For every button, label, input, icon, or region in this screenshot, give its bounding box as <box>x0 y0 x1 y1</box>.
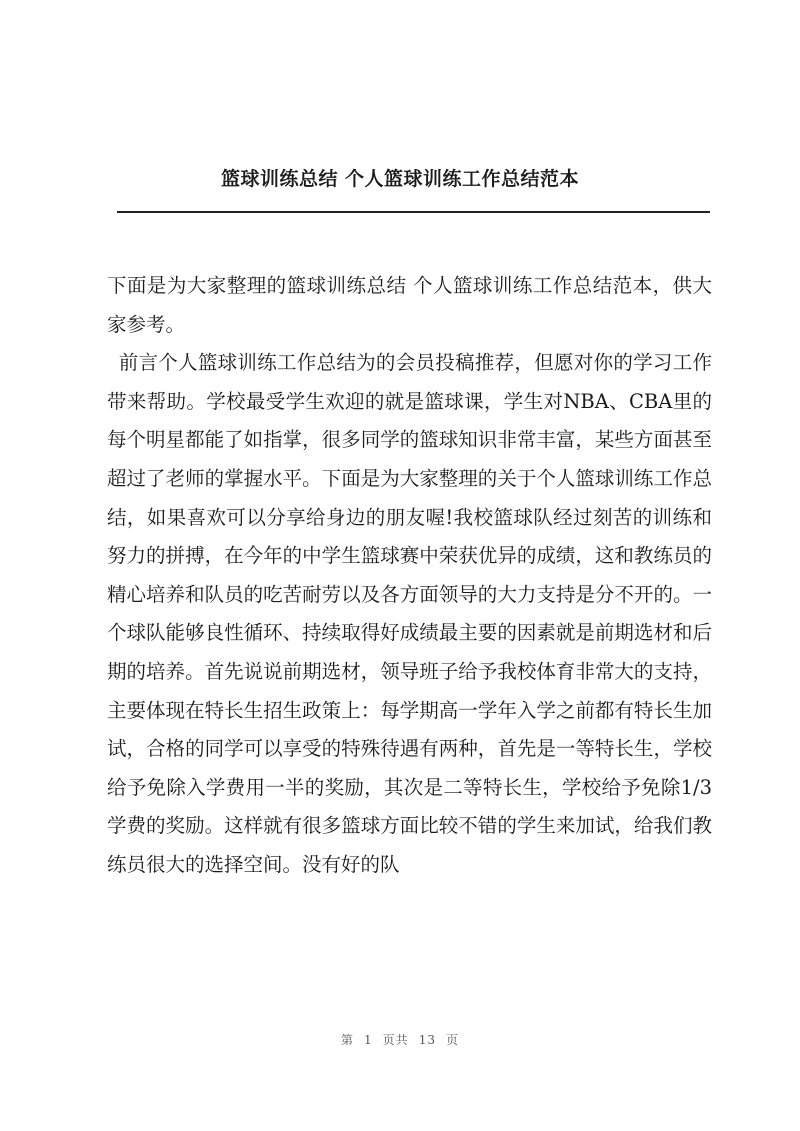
document-title: 篮球训练总结 个人篮球训练工作总结范本 <box>220 168 580 190</box>
document-body <box>107 267 712 885</box>
main-paragraph: 前言个人篮球训练工作总结为的会员投稿推荐，但愿对你的学习工作带来帮助。学校最受学生欢迎的就是篮球课，学生对NBA、CBA里的每个明星都能了如指掌，很多同学的篮球知识非常丰富，某些方面甚至超过了老师的掌握水平。下面是为大家整理的关于个人篮球训练工作总结，如果喜欢可以分享给身边的朋友喔!我校篮球队经过刻苦的训练和努力的拼搏，在今年的中学生篮球赛中荣获优异的成绩，这和教练员的精心培养和队员的吃苦耐劳以及各方面领导的大力支持是分不开的。一个球队能够良性循环、持续取得好成绩最主要的因素就是前期选材和后期的培养。首先说说前期选材，领导班子给予我校体育非常大的支持，主要体现在特长生招生政策上：每学期高一学年入学之前都有特长生加试，合格的同学可以享受的特殊待遇有两种，首先是一等特长生，学校给予免除入学费用一半的奖励，其次是二等特长生，学校给予免除1/3学费的奖励。这样就有很多篮球方面比较不错的学生来加试，给我们教练员很大的选择空间。没有好的队 <box>107 351 712 876</box>
footer-page-number: 1 <box>364 1033 373 1047</box>
footer-prefix: 第 <box>341 1033 355 1047</box>
page-footer <box>0 1031 800 1048</box>
footer-suffix: 页 <box>445 1033 459 1047</box>
intro-paragraph: 下面是为大家整理的篮球训练总结 个人篮球训练工作总结范本，供大家参考。 <box>107 274 712 336</box>
footer-mid: 页共 <box>382 1033 409 1047</box>
title-divider <box>117 211 710 213</box>
footer-page-total: 13 <box>418 1033 436 1047</box>
